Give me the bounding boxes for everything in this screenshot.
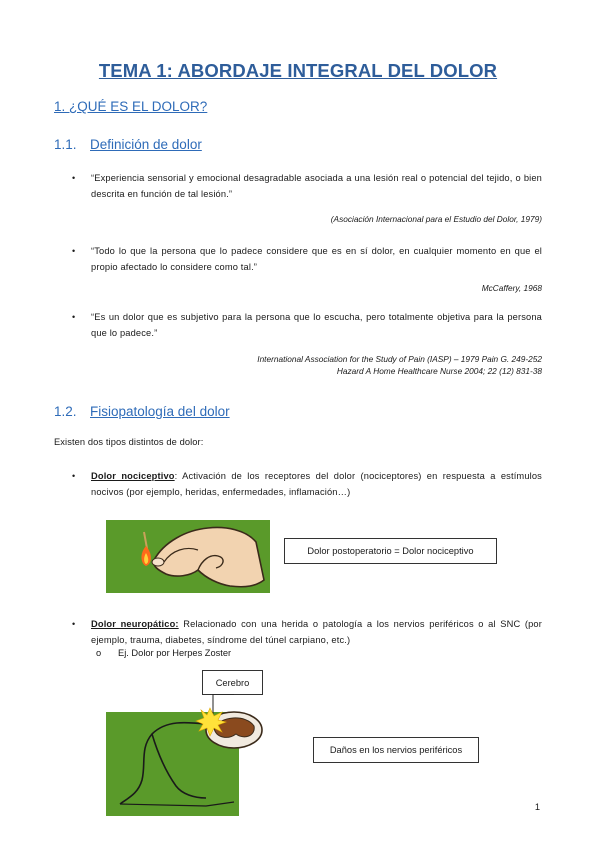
sub-bullet-icon: o xyxy=(96,648,102,658)
nerve-damage-illustration xyxy=(106,694,278,816)
list-item xyxy=(72,616,542,648)
bullet-icon: • xyxy=(72,312,76,322)
nerve-damage-label-box: Daños en los nervios periféricos xyxy=(313,737,479,763)
bullet-icon: • xyxy=(72,246,76,256)
list-item xyxy=(72,468,542,500)
quote-citation: (Asociación Internacional para el Estudio del Dolor, 1979) xyxy=(330,214,542,224)
sub-item-text: Ej. Dolor por Herpes Zoster xyxy=(118,648,232,658)
list-item xyxy=(72,243,542,275)
nociceptive-note-box: Dolor postoperatorio = Dolor nociceptivo xyxy=(284,538,497,564)
list-item xyxy=(72,170,542,202)
intro-paragraph: Existen dos tipos distintos de dolor: xyxy=(54,437,204,447)
definition: Relacionado con una herida o patología a los nervios periféricos o al SNC (por ejemplo, trauma, diabetes, síndrome del túnel carpiano, etc.) xyxy=(91,619,542,645)
sub-list-item xyxy=(72,648,231,658)
quote-text: “Todo lo que la persona que lo padece considere que es en sí dolor, en cualquier momento en que el propio afectado lo considere como tal.” xyxy=(91,246,542,272)
quote-text: “Experiencia sensorial y emocional desagradable asociada a una lesión real o potencial del tejido, o bien descrita en función de tal lesión.” xyxy=(91,173,542,199)
term: Dolor nociceptivo xyxy=(91,471,175,481)
subsection-number: 1.2. xyxy=(54,404,77,419)
definition-text xyxy=(91,616,542,648)
citation-line: Hazard A Home Healthcare Nurse 2004; 22 (12) 831-38 xyxy=(336,366,542,376)
subsection-heading-1-2 xyxy=(54,404,230,419)
page-title: TEMA 1: ABORDAJE INTEGRAL DEL DOLOR xyxy=(98,60,498,81)
brain-label-box: Cerebro xyxy=(202,670,263,695)
citation-line: International Association for the Study of Pain (IASP) – 1979 Pain G. 249-252 xyxy=(257,354,542,364)
definition-text xyxy=(91,468,542,500)
section-heading-1: 1. ¿QUÉ ES EL DOLOR? xyxy=(54,99,208,114)
bullet-icon: • xyxy=(72,471,76,481)
subsection-number: 1.1. xyxy=(54,137,77,152)
term: Dolor neuropático: xyxy=(91,619,179,629)
definition: : Activación de los receptores del dolor (nociceptores) en respuesta a estímulos nocivos (por ejemplo, heridas, enfermedades, inflamación…) xyxy=(91,471,542,497)
quote-citation: McCaffery, 1968 xyxy=(481,283,542,293)
quote-text: “Es un dolor que es subjetivo para la persona que lo escucha, pero totalmente objetiva para la persona que lo padece.” xyxy=(91,312,542,338)
bullet-icon: • xyxy=(72,619,76,629)
subsection-title: Definición de dolor xyxy=(90,137,202,152)
list-item xyxy=(72,309,542,341)
quote-citation xyxy=(257,353,542,377)
bullet-icon: • xyxy=(72,173,76,183)
page-number: 1 xyxy=(534,802,540,812)
subsection-title: Fisiopatología del dolor xyxy=(90,404,230,419)
pinch-match-illustration xyxy=(106,520,270,593)
subsection-heading-1-1 xyxy=(54,137,202,152)
